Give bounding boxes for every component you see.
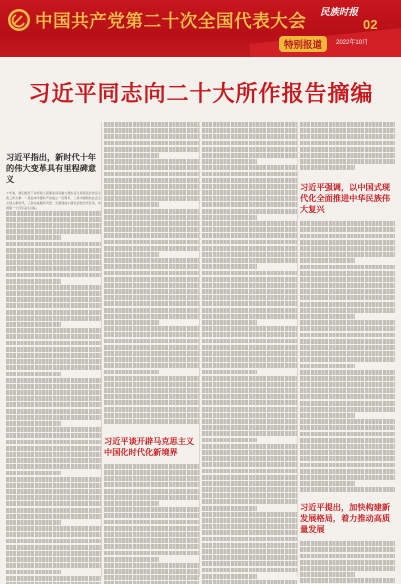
article-heading-1: 习近平指出，新时代十年的伟大变革具有里程碑意义 <box>6 152 97 184</box>
article-heading-4: 习近平提出，加快构建新发展格局，着力推动高质量发展 <box>300 502 391 535</box>
page-number: 02 <box>363 17 378 32</box>
article-column-4 <box>300 122 395 584</box>
page-headline: 习近平同志向二十大所作报告摘编 <box>28 81 374 107</box>
article-body-text <box>104 122 199 424</box>
article-heading-3: 习近平强调，以中国式现代化全面推进中华民族伟大复兴 <box>300 182 391 215</box>
article-body-text <box>300 541 395 584</box>
issue-date: 2022年10月 <box>336 40 369 46</box>
congress-title: 中国共产党第二十次全国代表大会 <box>35 12 307 32</box>
masthead <box>0 0 401 57</box>
special-report-badge: 特别报道 <box>279 36 327 52</box>
article-column-2 <box>104 122 199 584</box>
article-column-1 <box>6 122 101 584</box>
article-paragraph: 十年来，我们经历了对党和人民事业具有重大现实意义和深远历史意义的三件大事：一是迎来中国共产党成立一百周年，二是中国特色社会主义进入新时代，三是完成脱贫攻坚、全面建成小康社会的历史任务，实现第一个百年奋斗目标。 <box>6 191 101 210</box>
newspaper-brand: 民族时报 <box>320 7 359 18</box>
column-divider <box>297 122 298 577</box>
article-body-text <box>6 211 101 584</box>
article-body-text <box>300 221 395 492</box>
article-column-3 <box>202 122 297 584</box>
party-emblem-icon <box>7 8 31 32</box>
article-heading-2: 习近平谈开辟马克思主义中国化时代化新境界 <box>104 435 195 457</box>
article-body-text <box>202 122 297 584</box>
article-body-text <box>104 464 199 584</box>
column-divider <box>101 122 102 577</box>
article-body-text <box>300 122 395 170</box>
column-divider <box>199 122 200 577</box>
